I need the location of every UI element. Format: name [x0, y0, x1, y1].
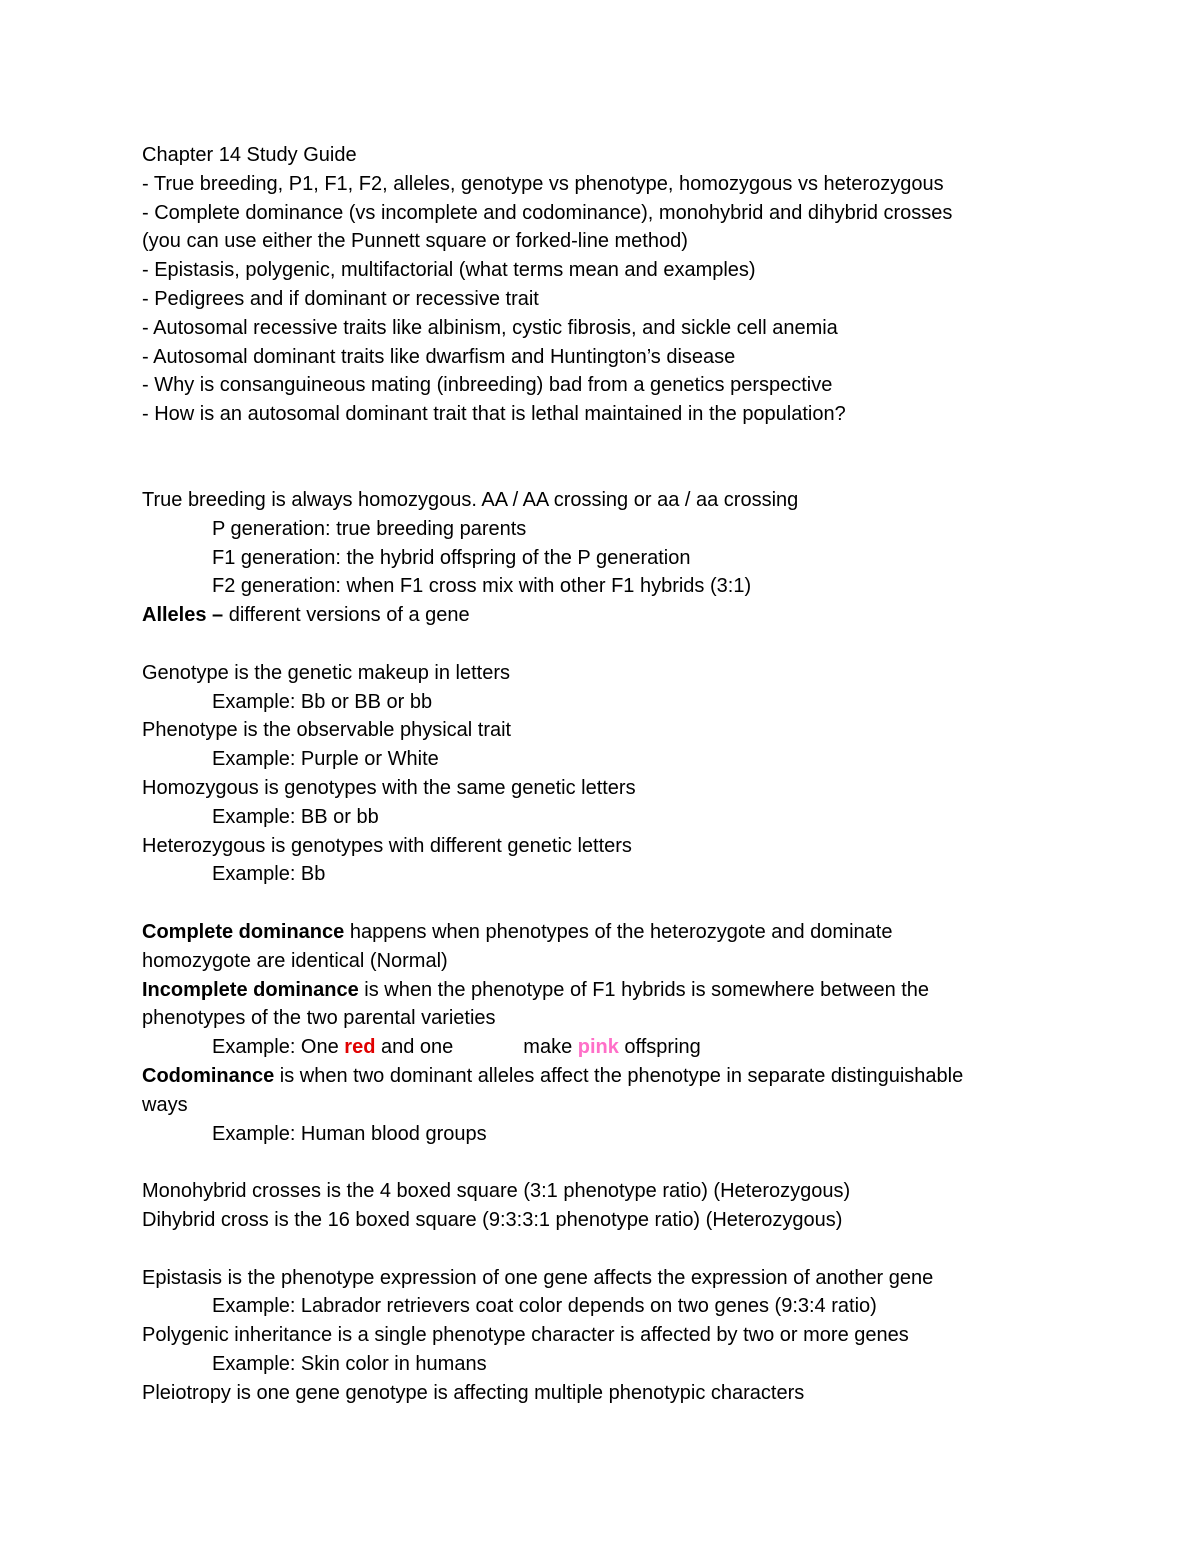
topic-item: - How is an autosomal dominant trait that is lethal maintained in the population? [142, 403, 846, 426]
alleles-text: different versions of a gene [223, 604, 470, 627]
spacer [142, 1235, 1102, 1264]
homozygous-example: Example: BB or bb [212, 805, 379, 828]
true-breeding-definition: True breeding is always homozygous. AA / AA crossing or aa / aa crossing [142, 489, 799, 511]
pleiotropy-definition: Pleiotropy is one gene genotype is affecting multiple phenotypic characters [142, 1381, 805, 1404]
homozygous-definition: Homozygous is genotypes with the same genetic letters [142, 776, 636, 799]
polygenic-example: Example: Skin color in humans [212, 1352, 487, 1375]
polygenic-definition: Polygenic inheritance is a single phenotype character is affected by two or more genes [142, 1324, 909, 1347]
epistasis-example: Example: Labrador retrievers coat color depends on two genes (9:3:4 ratio) [212, 1295, 877, 1318]
study-guide-header [142, 141, 1102, 429]
p-generation-note: P generation: true breeding parents [212, 517, 527, 540]
example-text: and one [375, 1036, 454, 1059]
incomplete-dominance-text: is when the phenotype of F1 hybrids is somewhere between the [358, 978, 930, 1001]
incomplete-dominance-term: Incomplete dominance [142, 978, 359, 1001]
complete-dominance-continued: homozygote are identical (Normal) [142, 949, 448, 972]
spacer [142, 1148, 1102, 1177]
example-text: make [523, 1036, 578, 1059]
incomplete-dominance-example [142, 1033, 1102, 1062]
alleles-definition [142, 601, 1102, 630]
heterozygous-example: Example: Bb [212, 863, 326, 886]
complete-dominance-term: Complete dominance [142, 920, 345, 943]
codominance-example: Example: Human blood groups [212, 1122, 487, 1145]
alleles-term: Alleles – [142, 604, 224, 627]
topic-item: - Autosomal dominant traits like dwarfism and Huntington’s disease [142, 345, 736, 368]
red-word: red [344, 1036, 376, 1059]
example-text: Example: One [212, 1036, 345, 1059]
topic-item: - Complete dominance (vs incomplete and codominance), monohybrid and dihybrid crosses [142, 201, 953, 224]
dihybrid-note: Dihybrid cross is the 16 boxed square (9:3:3:1 phenotype ratio) (Heterozygous) [142, 1208, 843, 1231]
topic-item: (you can use either the Punnett square or forked-line method) [142, 230, 688, 253]
spacer [142, 889, 1102, 918]
topic-item: - Epistasis, polygenic, multifactorial (what terms mean and examples) [142, 259, 756, 282]
topic-item: - Why is consanguineous mating (inbreeding) bad from a genetics perspective [142, 374, 833, 397]
topic-item: - True breeding, P1, F1, F2, alleles, genotype vs phenotype, homozygous vs heterozygous [142, 172, 944, 195]
codominance-definition [142, 1062, 1102, 1091]
genotype-definition: Genotype is the genetic makeup in letters [142, 661, 510, 684]
incomplete-dominance-definition [142, 976, 1102, 1005]
notes-body [142, 486, 1102, 1408]
incomplete-dominance-continued: phenotypes of the two parental varieties [142, 1007, 496, 1030]
monohybrid-note: Monohybrid crosses is the 4 boxed square (3:1 phenotype ratio) (Heterozygous) [142, 1180, 851, 1203]
phenotype-example: Example: Purple or White [212, 748, 439, 771]
complete-dominance-text: happens when phenotypes of the heterozygote and dominate [344, 920, 893, 943]
codominance-continued: ways [142, 1093, 188, 1116]
complete-dominance-definition [142, 918, 1102, 947]
f2-generation-note: F2 generation: when F1 cross mix with other F1 hybrids (3:1) [212, 575, 752, 598]
spacer [142, 630, 1102, 659]
f1-generation-note: F1 generation: the hybrid offspring of the P generation [212, 546, 691, 569]
codominance-text: is when two dominant alleles affect the phenotype in separate distinguishable [274, 1064, 964, 1087]
study-guide-title: Chapter 14 Study Guide [142, 144, 357, 166]
epistasis-definition: Epistasis is the phenotype expression of one gene affects the expression of another gene [142, 1266, 934, 1289]
topic-item: - Pedigrees and if dominant or recessive trait [142, 287, 539, 310]
example-text: offspring [618, 1036, 701, 1059]
topic-item: - Autosomal recessive traits like albinism, cystic fibrosis, and sickle cell anemia [142, 316, 838, 339]
codominance-term: Codominance [142, 1064, 275, 1087]
pink-word: pink [577, 1036, 619, 1059]
genotype-example: Example: Bb or BB or bb [212, 690, 433, 713]
heterozygous-definition: Heterozygous is genotypes with different genetic letters [142, 834, 632, 857]
phenotype-definition: Phenotype is the observable physical trait [142, 719, 512, 742]
